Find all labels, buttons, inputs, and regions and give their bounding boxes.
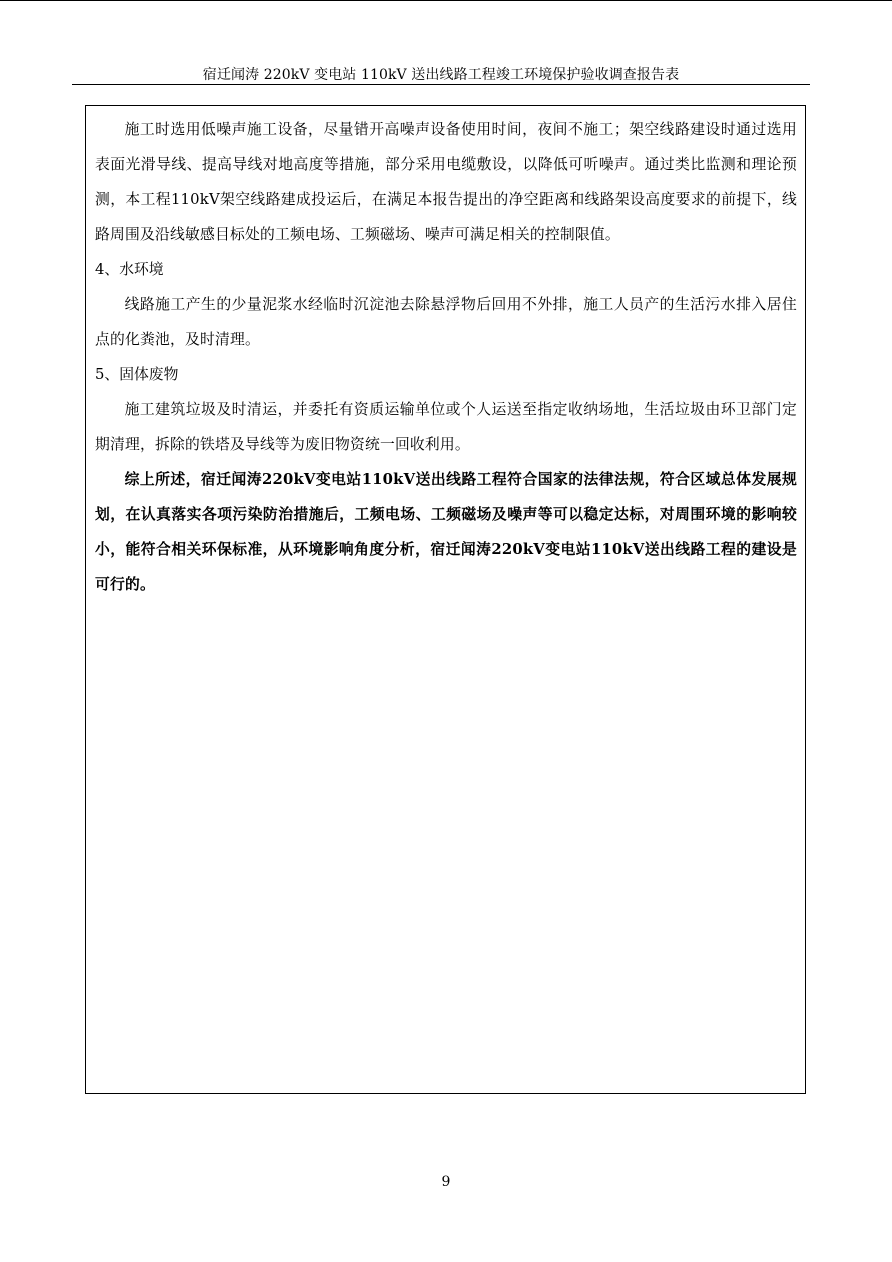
report-content-box bbox=[85, 105, 806, 1094]
noise-paragraph: 施工时选用低噪声施工设备，尽量错开高噪声设备使用时间，夜间不施工；架空线路建设时通过选用表面光滑导线、提高导线对地高度等措施，部分采用电缆敷设，以降低可听噪声。通过类比监测和理论预测，本工程110kV架空线路建成投运后，在满足本报告提出的净空距离和线路架设高度要求的前提下，线路周围及沿线敏感目标处的工频电场、工频磁场、噪声可满足相关的控制限值。 bbox=[95, 121, 797, 243]
page-number: 9 bbox=[441, 1174, 451, 1190]
header-rule bbox=[72, 84, 810, 85]
solid-waste-heading: 5、固体废物 bbox=[95, 366, 179, 383]
solid-waste-paragraph: 施工建筑垃圾及时清运，并委托有资质运输单位或个人运送至指定收纳场地，生活垃圾由环卫部门定期清理，拆除的铁塔及导线等为废旧物资统一回收利用。 bbox=[95, 401, 797, 453]
conclusion-paragraph: 综上所述，宿迁闻涛220kV变电站110kV送出线路工程符合国家的法律法规，符合区域总体发展规划，在认真落实各项污染防治措施后，工频电场、工频磁场及噪声等可以稳定达标，对周围环境的影响较小，能符合相关环保标准，从环境影响角度分析，宿迁闻涛220kV变电站110kV送出线路工程的建设是可行的。 bbox=[95, 471, 797, 593]
page-header-title: 宿迁闻涛 220kV 变电站 110kV 送出线路工程竣工环境保护验收调查报告表 bbox=[202, 67, 680, 83]
water-environment-paragraph: 线路施工产生的少量泥浆水经临时沉淀池去除悬浮物后回用不外排，施工人员产的生活污水排入居住点的化粪池，及时清理。 bbox=[95, 296, 797, 348]
water-environment-heading: 4、水环境 bbox=[95, 261, 164, 278]
top-border-line bbox=[0, 0, 892, 1]
